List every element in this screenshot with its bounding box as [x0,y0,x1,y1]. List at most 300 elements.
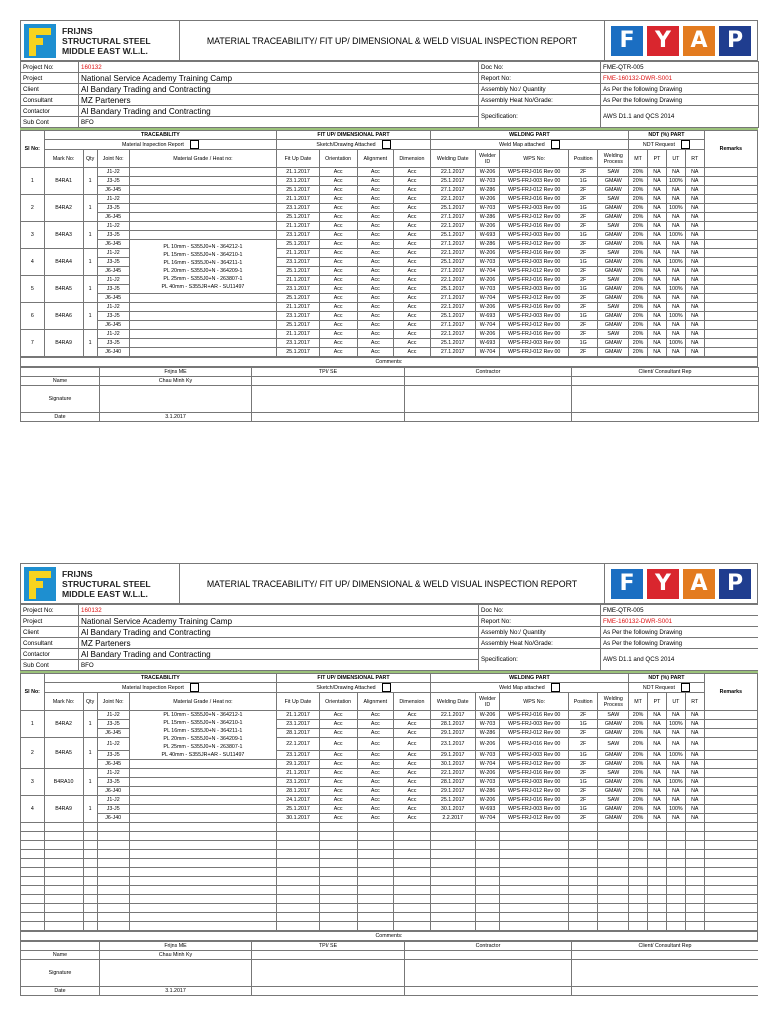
orientation-cell: Acc [319,177,357,186]
rt-cell: NA [685,330,704,339]
material-line: PL 25mm - S355J0+N - 263807-1 [163,744,243,750]
table-row [21,222,758,231]
rt-cell: NA [685,814,704,823]
rt-cell: NA [685,240,704,249]
position-cell: 2F [568,729,598,738]
dimension-cell: Acc [394,751,431,760]
remarks-cell [704,751,757,760]
specification-value: AWS D1.1 and QCS 2014 [601,649,759,671]
company-name: FRIJNS STRUCTURAL STEEL MIDDLE EAST W.L.L. [62,25,151,56]
alignment-cell: Acc [357,778,394,787]
welder-id-cell: W-704 [475,321,500,330]
pt-cell: NA [648,177,667,186]
consultant-value: MZ Parteners [79,638,479,649]
dimension-cell: Acc [394,240,431,249]
fitup-date-cell: 21.1.2017 [277,168,320,177]
alignment-cell: Acc [357,258,394,267]
mt-cell: 20% [629,796,648,805]
mt-cell: 20% [629,258,648,267]
process-cell: GMAW [598,321,629,330]
contractor-value: Al Bandary Trading and Contracting [79,649,479,660]
remarks-cell [704,195,757,204]
position-cell: 2F [568,769,598,778]
company-logo [21,564,180,603]
checkbox-row [21,683,758,693]
fitup-date-cell: 29.1.2017 [277,760,320,769]
specification-label: Specification: [479,106,601,128]
ut-cell: NA [666,729,685,738]
contractor-label: Contactor [21,649,79,660]
fitup-header: FIT UP/ DIMENSIONAL PART [277,131,431,140]
comments-table [20,931,758,941]
empty-row [21,904,758,913]
position-cell: 1G [568,285,598,294]
welder-id-cell: W-704 [475,814,500,823]
col-ut-header: UT [666,693,685,711]
info-row [21,616,759,627]
rt-cell: NA [685,312,704,321]
ut-cell: NA [666,195,685,204]
comments-label: Comments: [375,933,403,939]
wps-cell: WPS-FRJ-003 Rev 00 [500,204,568,213]
welding-date-cell: 25.1.2017 [430,312,475,321]
remarks-header: Remarks [704,131,757,168]
date-label: Date [21,413,100,422]
welder-id-cell: W-693 [475,339,500,348]
sketch-checkbox[interactable] [382,683,391,692]
contractor-label: Contactor [21,106,79,117]
joint-cell: J3-J5 [97,285,129,294]
sketch-checkbox[interactable] [382,140,391,149]
col-mark-header: Mark No: [44,150,83,168]
welder-id-cell: W-206 [475,222,500,231]
name-value: Chau Minh Ky [100,377,252,386]
material-line: PL 10mm - S355J0+N - 364212-1 [163,712,243,718]
alignment-cell: Acc [357,276,394,285]
welding-date-cell: 22.1.2017 [430,195,475,204]
welding-date-cell: 27.1.2017 [430,240,475,249]
ut-cell: NA [666,186,685,195]
ut-cell: NA [666,787,685,796]
dimension-cell: Acc [394,720,431,729]
mt-cell: 20% [629,294,648,303]
ndt-header: NDT (%) PART [629,674,705,683]
fitup-date-cell: 28.1.2017 [277,787,320,796]
remarks-cell [704,729,757,738]
rt-cell: NA [685,222,704,231]
table-row [21,778,758,787]
welder-id-cell: W-206 [475,276,500,285]
pt-cell: NA [648,720,667,729]
dimension-cell: Acc [394,231,431,240]
dimension-cell: Acc [394,805,431,814]
alignment-cell: Acc [357,339,394,348]
info-row [21,605,759,616]
process-cell: GMAW [598,258,629,267]
alignment-cell: Acc [357,787,394,796]
sketch-cell: Sketch/Drawing Attached [277,140,431,150]
dimension-cell: Acc [394,321,431,330]
process-cell: GMAW [598,339,629,348]
material-cell [129,168,277,177]
remarks-cell [704,267,757,276]
welding-date-cell: 27.1.2017 [430,321,475,330]
weldmap-cell: Weld Map attached [430,140,628,150]
process-cell: GMAW [598,213,629,222]
signoff-col-header: Contractor [405,942,572,951]
alignment-cell: Acc [357,267,394,276]
fitup-date-cell: 23.1.2017 [277,285,320,294]
position-cell: 2F [568,222,598,231]
qty-cell: 1 [83,711,97,738]
col-rt-header: RT [685,150,704,168]
dimension-cell: Acc [394,195,431,204]
remarks-cell [704,339,757,348]
position-cell: 1G [568,751,598,760]
mt-cell: 20% [629,760,648,769]
mt-cell: 20% [629,195,648,204]
table-row [21,769,758,778]
info-row [21,649,759,660]
ut-cell: NA [666,249,685,258]
joint-cell: J1-J2 [97,303,129,312]
mir-checkbox[interactable] [190,683,199,692]
material-cell [129,805,277,814]
welder-id-cell: W-693 [475,805,500,814]
remarks-cell [704,778,757,787]
orientation-cell: Acc [319,222,357,231]
welder-id-cell: W-693 [475,312,500,321]
material-cell [129,213,277,222]
fyap-letter: A [683,569,715,599]
welding-date-cell: 27.1.2017 [430,213,475,222]
remarks-cell [704,769,757,778]
welder-id-cell: W-286 [475,787,500,796]
mt-cell: 20% [629,186,648,195]
wps-cell: WPS-FRJ-012 Rev 00 [500,213,568,222]
pt-cell: NA [648,729,667,738]
fitup-date-cell: 21.1.2017 [277,769,320,778]
orientation-cell: Acc [319,720,357,729]
material-grade-cell [129,711,277,760]
pt-cell: NA [648,267,667,276]
process-cell: GMAW [598,312,629,321]
fitup-date-cell: 25.1.2017 [277,240,320,249]
info-row [21,95,759,106]
process-cell: GMAW [598,285,629,294]
fitup-date-cell: 21.1.2017 [277,249,320,258]
orientation-cell: Acc [319,760,357,769]
pt-cell: NA [648,285,667,294]
assembly-qty-value: As Per the following Drawing [601,627,759,638]
mt-cell: 20% [629,720,648,729]
signoff-name-row [21,951,759,960]
rt-cell: NA [685,303,704,312]
mt-cell: 20% [629,312,648,321]
alignment-cell: Acc [357,720,394,729]
pt-cell: NA [648,711,667,720]
ut-cell: NA [666,222,685,231]
mark-cell: B4RA4 [44,249,83,276]
ndt-request-checkbox[interactable] [681,140,690,149]
fitup-date-cell: 21.1.2017 [277,276,320,285]
pt-cell: NA [648,330,667,339]
wps-cell: WPS-FRJ-003 Rev 00 [500,720,568,729]
rt-cell: NA [685,213,704,222]
col-pt-header: PT [648,693,667,711]
ut-cell: NA [666,213,685,222]
welding-date-cell: 29.1.2017 [430,787,475,796]
sub-cont-label: Sub Cont [21,117,79,128]
welding-date-cell: 25.1.2017 [430,339,475,348]
date-label: Date [21,987,100,996]
material-line: PL 40mm - S355JR+AR - SU11497 [161,283,245,290]
project-value: National Service Academy Training Camp [79,73,479,84]
fitup-date-cell: 25.1.2017 [277,213,320,222]
process-cell: GMAW [598,805,629,814]
process-cell: SAW [598,769,629,778]
table-row [21,814,758,823]
col-joint-header: Joint No: [97,150,129,168]
mt-cell: 20% [629,769,648,778]
project-no-value: 160132 [79,62,479,73]
mt-cell: 20% [629,222,648,231]
orientation-cell: Acc [319,339,357,348]
material-cell [129,195,277,204]
pt-cell: NA [648,787,667,796]
sl-cell: 7 [21,330,45,357]
dimension-cell: Acc [394,769,431,778]
dimension-cell: Acc [394,267,431,276]
dimension-cell: Acc [394,348,431,357]
ut-cell: 100% [666,805,685,814]
joint-cell: J6-J40 [97,814,129,823]
traceability-header: TRACEABILITY [44,131,277,140]
dimension-cell: Acc [394,168,431,177]
col-joint-header: Joint No: [97,693,129,711]
material-line: PL 16mm - S355J0+N - 364211-1 [163,728,243,734]
remarks-cell [704,796,757,805]
mark-cell: B4RA3 [44,222,83,249]
ut-cell: 100% [666,720,685,729]
fitup-date-cell: 25.1.2017 [277,294,320,303]
joint-cell: J3-J5 [97,805,129,814]
table-row [21,177,758,186]
table-row [21,760,758,769]
ndt-request-checkbox[interactable] [681,683,690,692]
position-cell: 2F [568,711,598,720]
signoff-header-row [21,368,759,377]
ut-cell: NA [666,303,685,312]
joint-cell: J3-J5 [97,720,129,729]
position-cell: 2F [568,276,598,285]
pt-cell: NA [648,778,667,787]
joint-cell: J3-J5 [97,177,129,186]
project-no-label: Project No: [21,605,79,616]
pt-cell: NA [648,339,667,348]
dimension-cell: Acc [394,738,431,751]
client-value: Al Bandary Trading and Contracting [79,627,479,638]
remarks-cell [704,330,757,339]
col-mt-header: MT [629,150,648,168]
fitup-date-cell: 21.1.2017 [277,711,320,720]
welder-id-cell: W-206 [475,769,500,778]
orientation-cell: Acc [319,711,357,720]
mir-checkbox[interactable] [190,140,199,149]
alignment-cell: Acc [357,796,394,805]
wps-cell: WPS-FRJ-016 Rev 00 [500,222,568,231]
date-value: 3.1.2017 [100,987,252,996]
process-cell: SAW [598,276,629,285]
col-wdate-header: Welding Date [430,150,475,168]
mt-cell: 20% [629,348,648,357]
wps-cell: WPS-FRJ-016 Rev 00 [500,711,568,720]
orientation-cell: Acc [319,285,357,294]
wps-cell: WPS-FRJ-012 Rev 00 [500,787,568,796]
welding-date-cell: 29.1.2017 [430,751,475,760]
ut-cell: 100% [666,312,685,321]
welding-date-cell: 2.2.2017 [430,814,475,823]
wps-cell: WPS-FRJ-003 Rev 00 [500,231,568,240]
sl-cell: 1 [21,711,45,738]
qty-cell: 1 [83,738,97,769]
client-value: Al Bandary Trading and Contracting [79,84,479,95]
welding-date-cell: 22.1.2017 [430,330,475,339]
signoff-date-row [21,413,759,422]
remarks-cell [704,805,757,814]
orientation-cell: Acc [319,294,357,303]
orientation-cell: Acc [319,231,357,240]
mt-cell: 20% [629,330,648,339]
material-cell [129,231,277,240]
frijns-logo-icon [24,567,56,601]
fitup-date-cell: 23.1.2017 [277,177,320,186]
project-no-value: 160132 [79,605,479,616]
orientation-cell: Acc [319,168,357,177]
pt-cell: NA [648,805,667,814]
position-cell: 1G [568,204,598,213]
dimension-cell: Acc [394,258,431,267]
material-cell [129,760,277,769]
position-cell: 1G [568,231,598,240]
remarks-cell [704,186,757,195]
process-cell: GMAW [598,177,629,186]
welding-date-cell: 27.1.2017 [430,348,475,357]
wps-cell: WPS-FRJ-003 Rev 00 [500,751,568,760]
signoff-name-row [21,377,759,386]
joint-cell: J1-J2 [97,711,129,720]
dimension-cell: Acc [394,787,431,796]
empty-row [21,823,758,832]
col-wps-header: WPS No: [500,693,568,711]
report-header [20,563,758,604]
wps-cell: WPS-FRJ-012 Rev 00 [500,240,568,249]
table-row [21,213,758,222]
joint-cell: J3-J5 [97,312,129,321]
process-cell: GMAW [598,240,629,249]
material-cell [129,796,277,805]
welder-id-cell: W-704 [475,348,500,357]
dimension-cell: Acc [394,796,431,805]
mt-cell: 20% [629,814,648,823]
welding-date-cell: 28.1.2017 [430,778,475,787]
mark-cell: B4RA6 [44,303,83,330]
welder-id-cell: W-286 [475,729,500,738]
col-orient-header: Orientation [319,150,357,168]
assembly-heat-value: As Per the following Drawing [601,638,759,649]
orientation-cell: Acc [319,751,357,760]
position-cell: 2F [568,796,598,805]
col-fitdate-header: Fit Up Date [277,693,320,711]
doc-no-label: Doc No: [479,605,601,616]
welder-id-cell: W-206 [475,195,500,204]
empty-row [21,859,758,868]
remarks-cell [704,168,757,177]
table-row [21,796,758,805]
rt-cell: NA [685,778,704,787]
pt-cell: NA [648,276,667,285]
col-proc-header: Welding Process [598,150,629,168]
joint-cell: J6-J45 [97,760,129,769]
remarks-cell [704,348,757,357]
col-mt-header: MT [629,693,648,711]
report-title: MATERIAL TRACEABILITY/ FIT UP/ DIMENSIONAL & WELD VISUAL INSPECTION REPORT [180,564,605,603]
welding-date-cell: 22.1.2017 [430,168,475,177]
welding-date-cell: 22.1.2017 [430,303,475,312]
weldmap-checkbox[interactable] [551,683,560,692]
welder-id-cell: W-703 [475,751,500,760]
joint-cell: J1-J2 [97,796,129,805]
weldmap-checkbox[interactable] [551,140,560,149]
rt-cell: NA [685,729,704,738]
process-cell: GMAW [598,787,629,796]
position-cell: 2F [568,186,598,195]
fitup-date-cell: 21.1.2017 [277,330,320,339]
position-cell: 2F [568,294,598,303]
remarks-cell [704,303,757,312]
welder-id-cell: W-286 [475,186,500,195]
info-row [21,73,759,84]
alignment-cell: Acc [357,769,394,778]
remarks-cell [704,240,757,249]
alignment-cell: Acc [357,213,394,222]
ndt-request-cell: NDT Request [629,140,705,150]
joint-cell: J6-J45 [97,186,129,195]
welding-date-cell: 22.1.2017 [430,249,475,258]
welding-date-cell: 27.1.2017 [430,186,475,195]
fyap-letter: F [611,569,643,599]
mark-cell: B4RA1 [44,168,83,195]
empty-row [21,841,758,850]
joint-cell: J6-J45 [97,267,129,276]
consultant-value: MZ Parteners [79,95,479,106]
joint-cell: J1-J2 [97,168,129,177]
welder-id-cell: W-704 [475,294,500,303]
table-row [21,805,758,814]
orientation-cell: Acc [319,769,357,778]
signoff-col-header: Contractor [405,368,572,377]
remarks-cell [704,720,757,729]
qty-cell: 1 [83,195,97,222]
ut-cell: 100% [666,204,685,213]
material-line: PL 25mm - S355J0+N - 263807-1 [163,275,243,282]
signature-label: Signature [21,960,100,987]
sub-cont-value: BFO [79,117,479,128]
ut-cell: NA [666,330,685,339]
welding-date-cell: 22.1.2017 [430,276,475,285]
welder-id-cell: W-703 [475,285,500,294]
rt-cell: NA [685,204,704,213]
